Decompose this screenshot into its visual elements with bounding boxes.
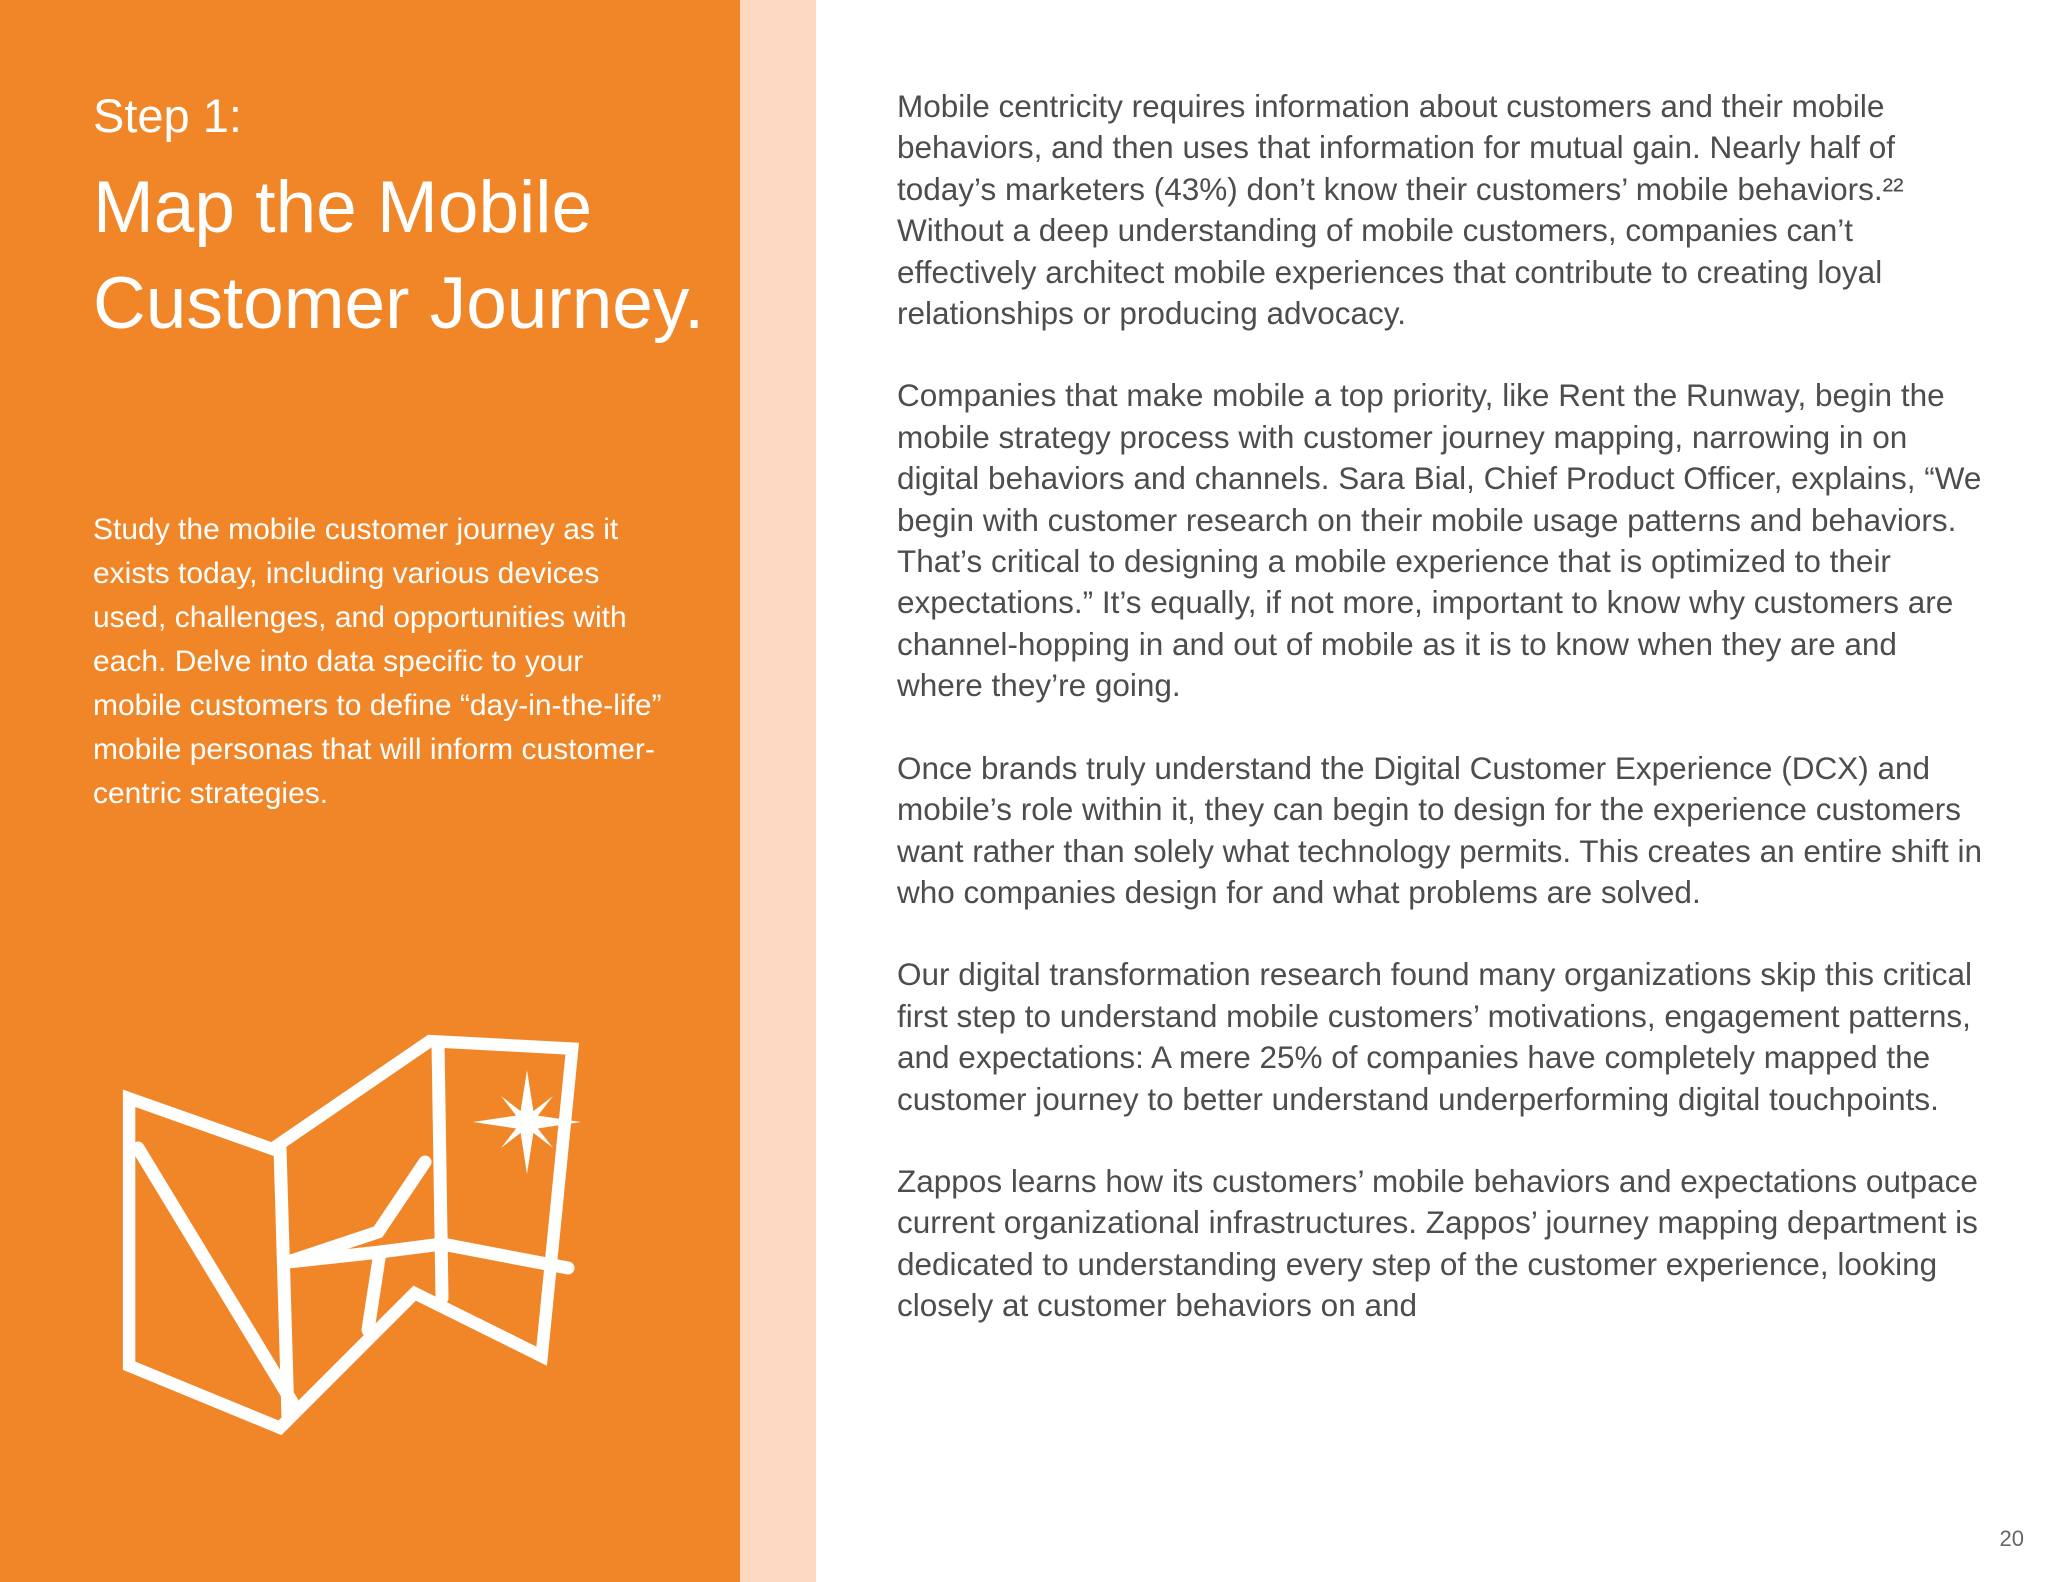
paragraph: Zappos learns how its customers’ mobile behaviors and expectations outpace current organizational infrastructures. Zappos’ journey mapping department is dedicated to understanding every step of the customer experience, looking closely at customer behaviors on and	[897, 1162, 1978, 1324]
sidebar-panel	[0, 0, 740, 1582]
paragraph: Companies that make mobile a top priority, like Rent the Runway, begin the mobile strategy process with customer journey mapping, narrowing in on digital behaviors and channels. Sara Bial, Chief Product Officer, explains, “We begin with customer research on their mobile usage patterns and behaviors. That’s critical to designing a mobile experience that is optimized to their expectations.” It’s equally, if not more, important to know why customers are channel-hopping in and out of mobile as it is to know when they are and where they’re going.	[897, 377, 1982, 704]
page-title: Map the Mobile Customer Journey.	[93, 167, 705, 344]
folded-map-with-compass-icon	[120, 1020, 600, 1480]
decorative-stripe	[740, 0, 816, 1582]
paragraph: Once brands truly understand the Digital Customer Experience (DCX) and mobile’s role within it, they can begin to design for the experience customers want rather than solely what technology permits. This creates an entire shift in who companies design for and what problems are solved.	[897, 749, 1982, 910]
step-intro: Study the mobile customer journey as it exists today, including various devices used, challenges, and opportunities with each. Delve into data specific to your mobile customers to define “day-in-the-life” mobile personas that will inform customer-centric strategies.	[93, 513, 662, 810]
step-label: Step 1:	[93, 89, 242, 142]
article-body	[897, 86, 1987, 1368]
paragraph: Our digital transformation research found many organizations skip this critical first step to understand mobile customers’ motivations, engagement patterns, and expectations: A mere 25% of companies have completely mapped the customer journey to better understand underperforming digital touchpoints.	[897, 956, 1972, 1117]
paragraph: Mobile centricity requires information about customers and their mobile behaviors, and then uses that information for mutual gain. Nearly half of today’s marketers (43%) don’t know their customers’ mobile behaviors.²² Without a deep understanding of mobile customers, companies can’t effectively architect mobile experiences that contribute to creating loyal relationships or producing advocacy.	[897, 88, 1904, 332]
page-number: 20	[1999, 1526, 2024, 1551]
